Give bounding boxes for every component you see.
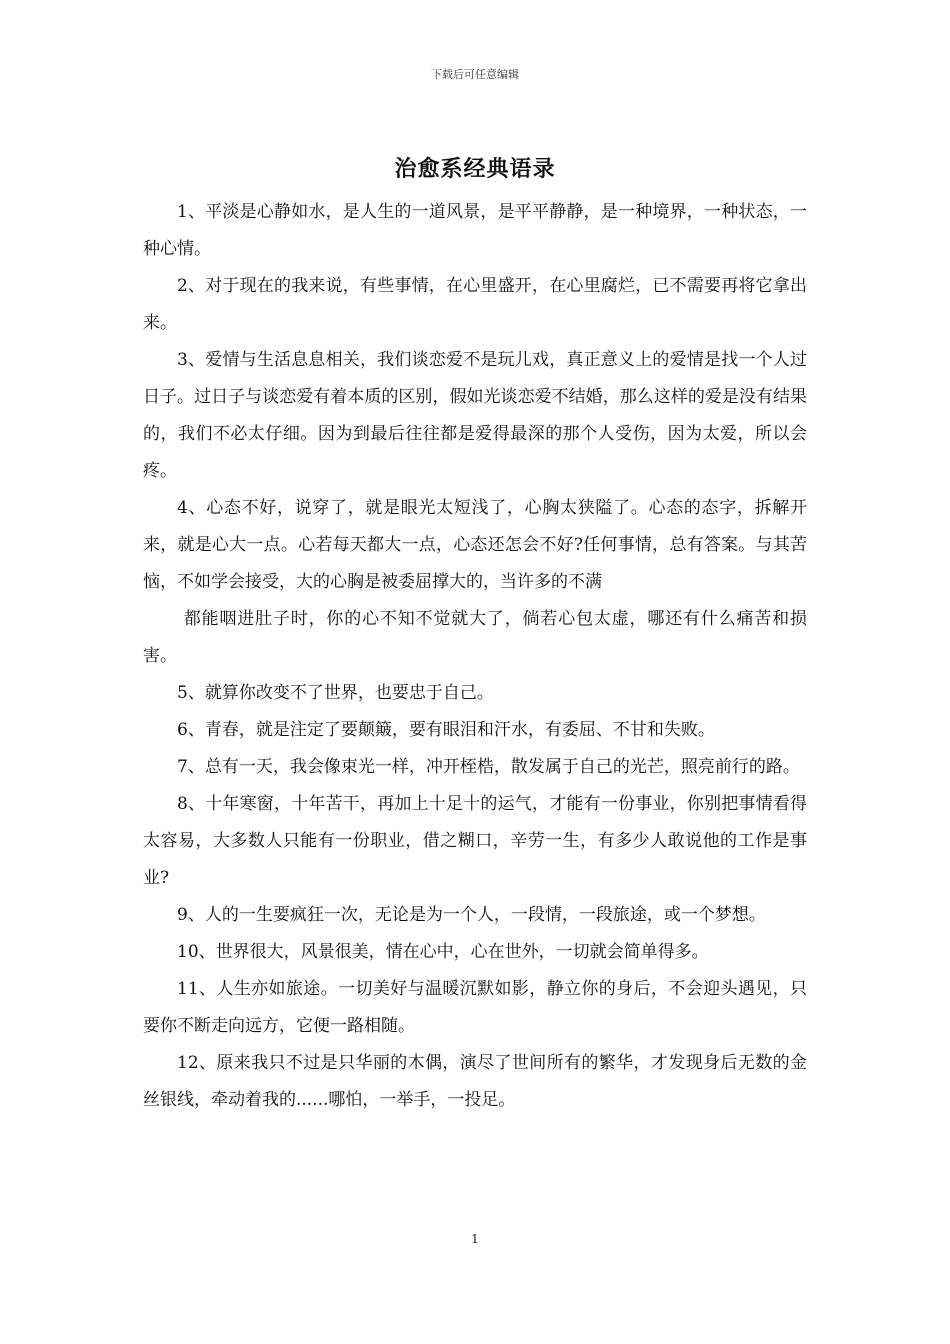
header-note: 下载后可任意编辑: [431, 68, 519, 81]
quote-paragraph-5: 5、就算你改变不了世界，也要忠于自己。: [177, 683, 494, 703]
quote-paragraph-4-continued: 都能咽进肚子时，你的心不知不觉就大了，倘若心包太虚，哪还有什么痛苦和损害。: [143, 609, 807, 666]
quote-paragraph-1: 1、平淡是心静如水，是人生的一道风景，是平平静静，是一种境界，一种状态，一种心情。: [143, 202, 807, 259]
quote-paragraph-12: 12、原来我只不过是只华丽的木偶，演尽了世间所有的繁华，才发现身后无数的金丝银线，牵动着我的......哪怕，一举手，一投足。: [143, 1053, 807, 1110]
quote-paragraph-9: 9、人的一生要疯狂一次，无论是为一个人，一段情，一段旅途，或一个梦想。: [177, 905, 766, 925]
quote-paragraph-8: 8、十年寒窗，十年苦干，再加上十足十的运气，才能有一份事业，你别把事情看得太容易，大多数人只能有一份职业，借之糊口，辛劳一生，有多少人敢说他的工作是事业?: [143, 794, 807, 888]
quote-paragraph-7: 7、总有一天，我会像束光一样，冲开桎梏，散发属于自己的光芒，照亮前行的路。: [177, 757, 800, 777]
quote-paragraph-2: 2、对于现在的我来说，有些事情，在心里盛开，在心里腐烂，已不需要再将它拿出来。: [143, 276, 807, 333]
document-body: [143, 194, 807, 1119]
quote-paragraph-3: 3、爱情与生活息息相关，我们谈恋爱不是玩儿戏，真正意义上的爱情是找一个人过日子。过日子与谈恋爱有着本质的区别，假如光谈恋爱不结婚，那么这样的爱是没有结果的，我们不必太仔细。因为到最后往往都是爱得最深的那个人受伤，因为太爱，所以会疼。: [143, 350, 807, 481]
quote-paragraph-11: 11、人生亦如旅途。一切美好与温暖沉默如影，静立你的身后，不会迎头遇见，只要你不断走向远方，它便一路相随。: [143, 979, 807, 1036]
quote-paragraph-6: 6、青春，就是注定了要颠簸，要有眼泪和汗水，有委屈、不甘和失败。: [177, 720, 715, 740]
quote-paragraph-4: 4、心态不好，说穿了，就是眼光太短浅了，心胸太狭隘了。心态的态字，拆解开来，就是心大一点。心若每天都大一点，心态还怎会不好?任何事情，总有答案。与其苦恼，不如学会接受，大的心胸是被委屈撑大的，当许多的不满: [143, 498, 807, 592]
page-number: 1: [471, 1232, 479, 1246]
quote-paragraph-10: 10、世界很大，风景很美，情在心中，心在世外，一切就会简单得多。: [177, 942, 709, 962]
document-title: 治愈系经典语录: [394, 156, 556, 182]
